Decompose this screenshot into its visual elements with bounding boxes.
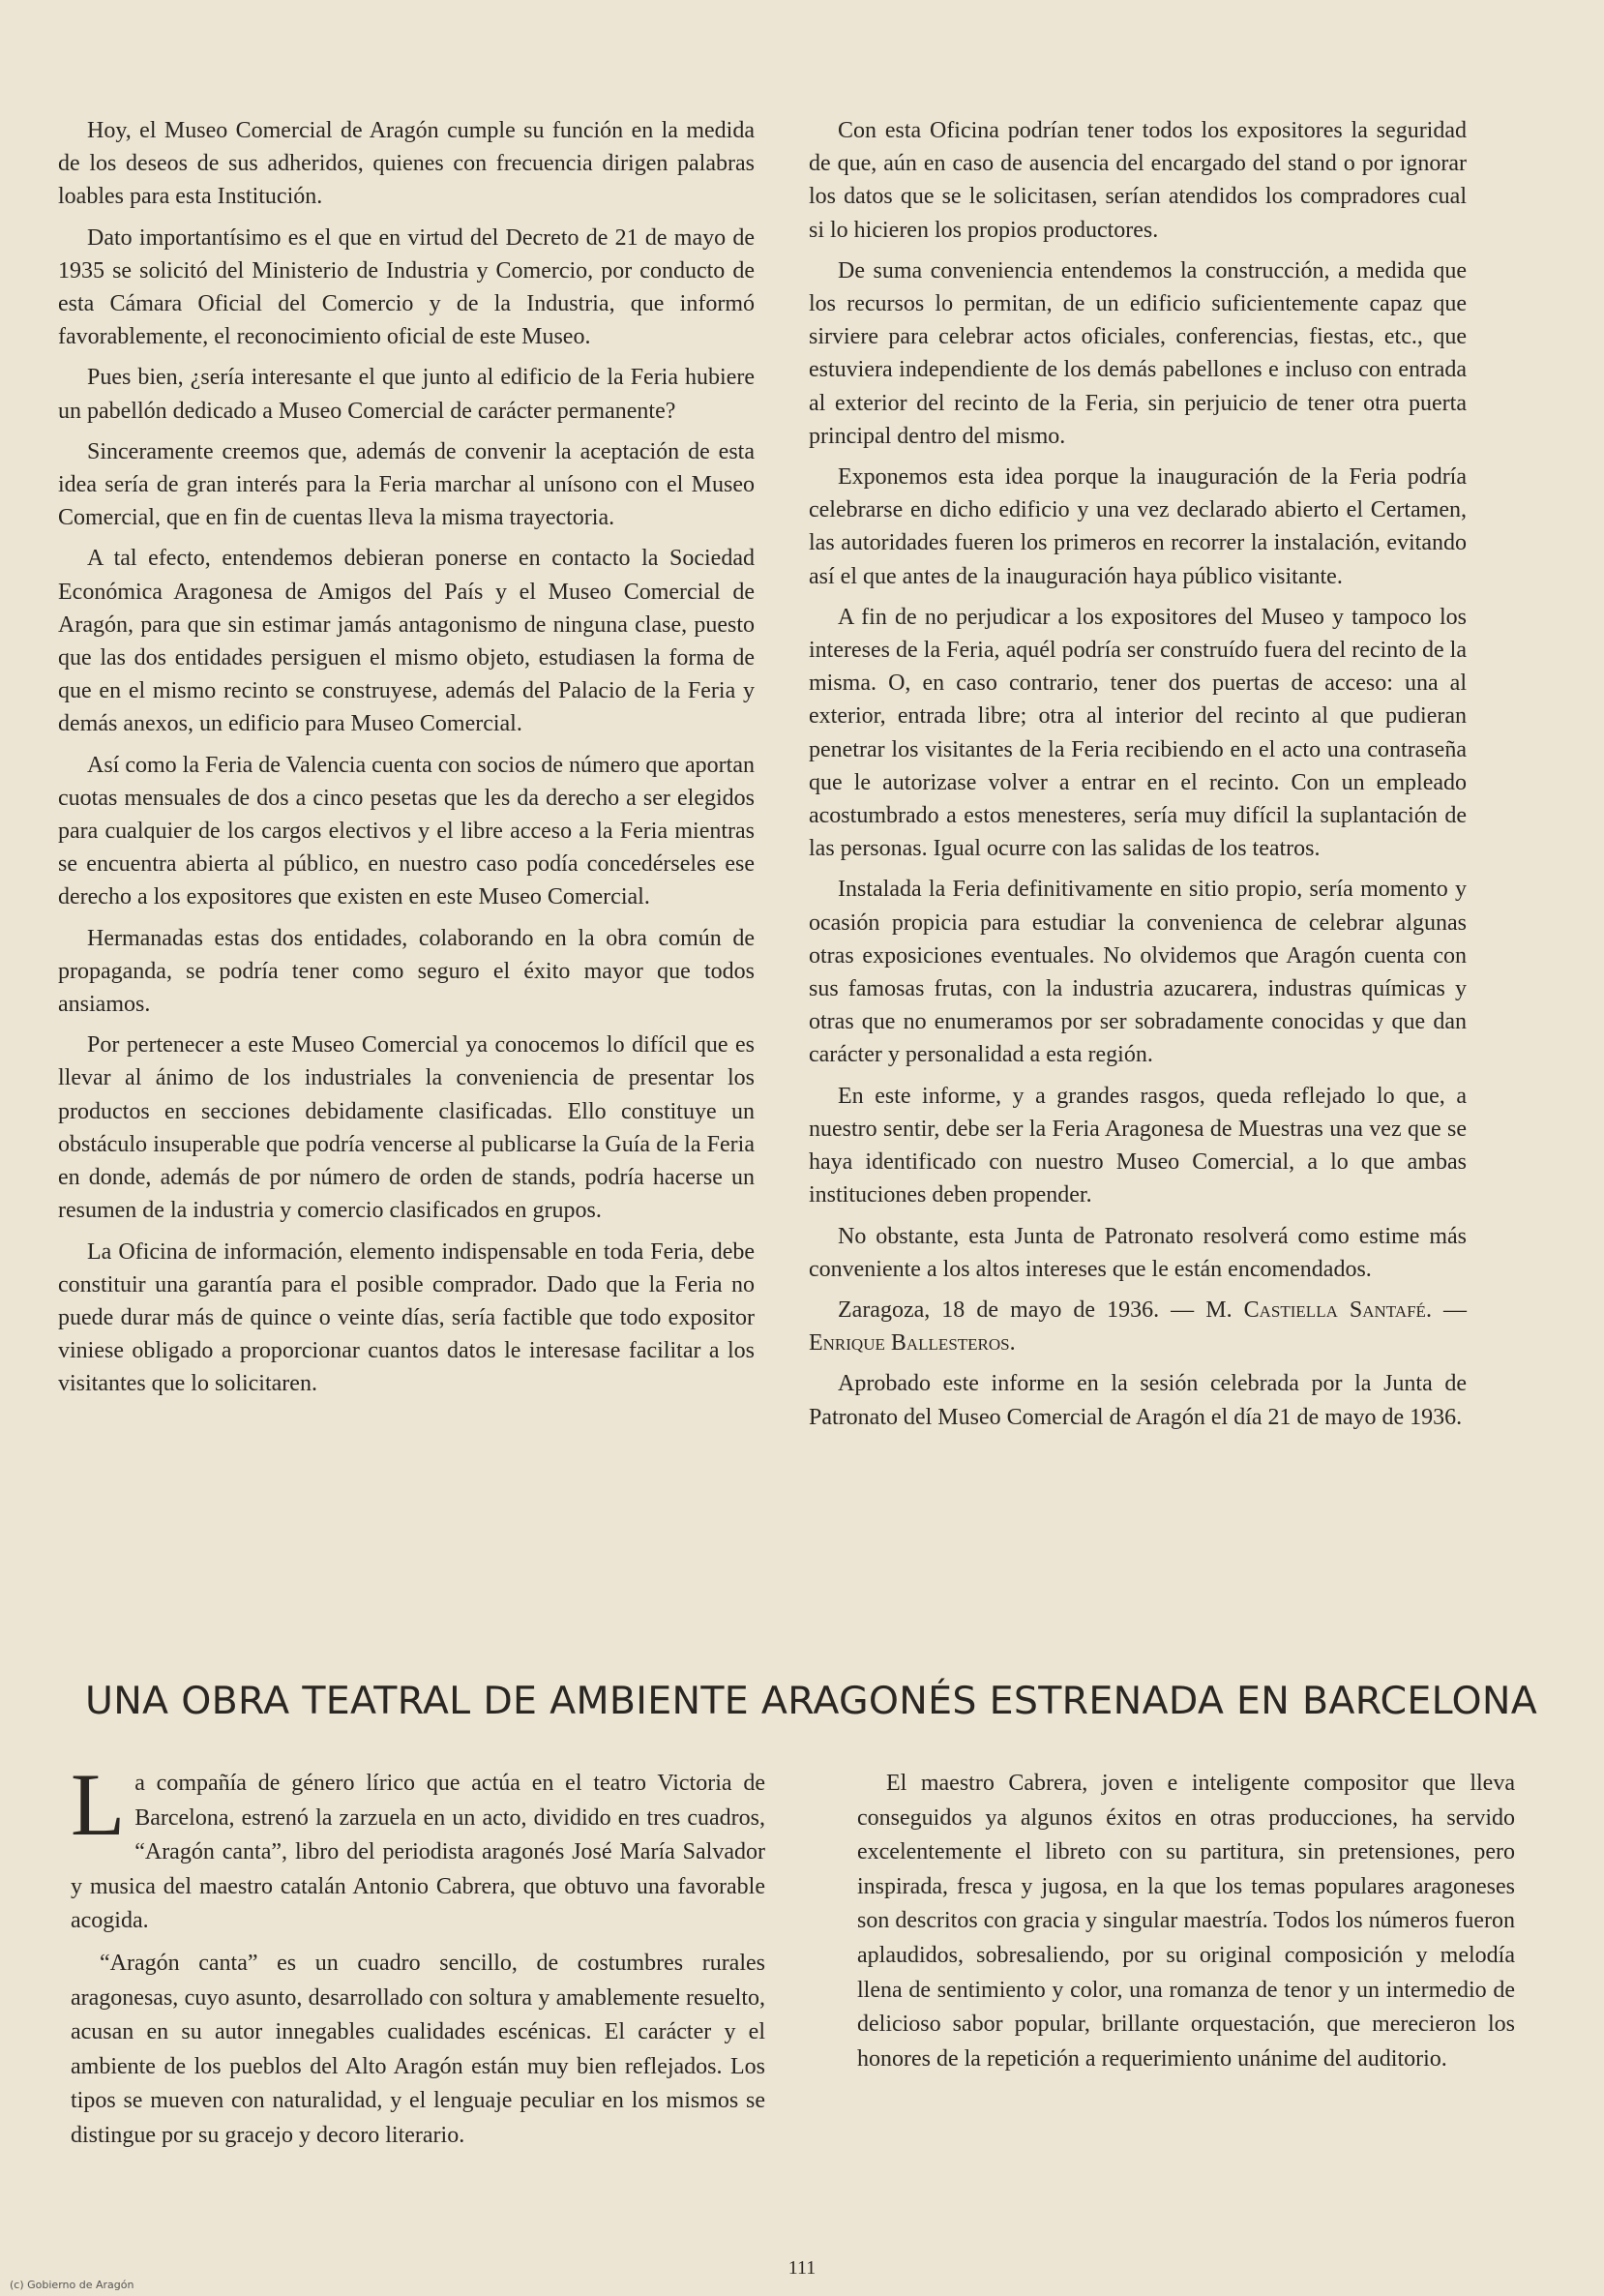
report-paragraph: No obstante, esta Junta de Patronato resolverá como estime más conveniente a los altos intereses que le están encomendados. bbox=[809, 1223, 1467, 1282]
report-paragraph: Con esta Oficina podrían tener todos los expositores la seguridad de que, aún en caso de ausencia del encargado del stand o por ignorar los datos que se le solicitasen, serían atendidos los compradores cual si lo hicieren los propios productores. bbox=[809, 118, 1467, 243]
report-paragraph: A fin de no perjudicar a los expositores del Museo y tampoco los intereses de la Feria, aquél podría ser construído fuera del recinto de la misma. O, en caso contrario, tener dos puertas de acceso: una al exterior, entrada libre; otra al interior del recinto al que pudieran penetrar los visitantes de la Feria recibiendo en el acto una contraseña que le autorizase volver a entrar en el recinto. Con un empleado acostumbrado a estos menesteres, sería muy difícil la suplantación de las personas. Igual ocurre con las salidas de los teatros. bbox=[809, 604, 1467, 862]
signature-name-ballesteros: Enrique Ballesteros. bbox=[809, 1330, 1016, 1357]
article-headline: UNA OBRA TEATRAL DE AMBIENTE ARAGONÉS ESTRENADA EN BARCELONA bbox=[85, 1679, 1538, 1723]
report-paragraph: Exponemos esta idea porque la inauguración de la Feria podría celebrarse en dicho edificio y una vez declarado abierto el Certamen, las autoridades fueren los primeros en recorrer la instalación, evitando así el que antes de la inauguración haya público visitante. bbox=[809, 464, 1467, 589]
report-paragraph: Dato importantísimo es el que en virtud del Decreto de 21 de mayo de 1935 se solicitó del Ministerio de Industria y Comercio, por conducto de esta Cámara Oficial del Comercio y de la Industria, que informó favorablemente, el reconocimiento oficial de este Museo. bbox=[58, 224, 755, 350]
report-paragraph: La Oficina de información, elemento indispensable en toda Feria, debe constituir una garantía para el posible comprador. Dado que la Feria no puede durar más de quince o veinte días, sería factible que todo expositor viniese obligado a proporcionar cuantos datos le interesase facilitar a los visitantes que lo solicitaren. bbox=[58, 1238, 755, 1397]
report-paragraph: Hoy, el Museo Comercial de Aragón cumple su función en la medida de los deseos de sus adheridos, quienes con frecuencia dirigen palabras loables para esta Institución. bbox=[58, 118, 755, 210]
signature-place-date: Zaragoza, 18 de mayo de 1936. — bbox=[838, 1297, 1195, 1323]
report-signature bbox=[809, 1294, 1467, 1359]
signature-name-castiella: M. Castiella Santafé. bbox=[1205, 1297, 1432, 1323]
report-paragraph: Así como la Feria de Valencia cuenta con socios de número que aportan cuotas mensuales de dos a cinco pesetas que les da derecho a ser elegidos para cualquier de los cargos electivos y el libre acceso a la Feria mientras se encuentra abierta al público, en nuestro caso podía concedérseles ese derecho a los expositores que existen en este Museo Comercial. bbox=[58, 752, 755, 910]
article-first-paragraph-text: a compañía de género lírico que actúa en el teatro Victoria de Barcelona, estrenó la zarzuela en un acto, dividido en tres cuadros, “Aragón canta”, libro del periodista aragonés José María Salvador y musica del maestro catalán Antonio Cabrera, que obtuvo una favorable acogida. bbox=[71, 1771, 765, 1934]
article-paragraph: “Aragón canta” es un cuadro sencillo, de costumbres rurales aragonesas, cuyo asunto, desarrollado con soltura y amablemente resuelto, acusan en su autor innegables cualidades escénicas. El carácter y el ambiente de los pueblos del Alto Aragón están muy bien reflejados. Los tipos se mueven con naturalidad, y el lenguaje peculiar en los mismos se distingue por su gracejo y decoro literario. bbox=[71, 1950, 765, 2148]
report-paragraph: A tal efecto, entendemos debieran ponerse en contacto la Sociedad Económica Aragonesa de Amigos del País y el Museo Comercial de Aragón, para que sin estimar jamás antagonismo de ninguna clase, puesto que las dos entidades persiguen el mismo objeto, estudiasen la forma de que en el mismo recinto se construyese, además del Palacio de la Feria y demás anexos, un edificio para Museo Comercial. bbox=[58, 546, 755, 737]
article-paragraph: El maestro Cabrera, joven e inteligente compositor que lleva conseguidos ya algunos éxitos en otras producciones, ha servido excelentemente el libreto con su partitura, sin pretensiones, pero inspirada, fresca y jugosa, en la que los temas populares aragoneses son descritos con gracia y singular maestría. Todos los números fueron aplaudidos, sobresaliendo, por su original composición y melodía llena de sentimiento y color, una romanza de tenor y un intermedio de delicioso sabor popular, brillante orquestación, que merecieron los honores de la repetición a requerimiento unánime del auditorio. bbox=[857, 1771, 1515, 2072]
report-paragraph: De suma conveniencia entendemos la construcción, a medida que los recursos lo permitan, de un edificio suficientemente capaz que sirviere para celebrar actos oficiales, conferencias, fiestas, etc., que estuviera independiente de los demás pabellones e incluso con entrada al exterior del recinto de la Feria, sin perjuicio de tener otra puerta principal dentro del mismo. bbox=[809, 257, 1467, 449]
article-left-column bbox=[71, 1755, 765, 2162]
report-paragraph: Sinceramente creemos que, además de convenir la aceptación de esta idea sería de gran interés para la Feria marchar al unísono con el Museo Comercial, que en fin de cuentas lleva la misma trayectoria. bbox=[58, 438, 755, 531]
report-paragraph: Por pertenecer a este Museo Comercial ya conocemos lo difícil que es llevar al ánimo de los industriales la conveniencia de presentar los productos en secciones debidamente clasificadas. Ello constituye un obstáculo insuperable que podría vencerse al publicarse la Guía de la Feria en donde, además de por número de orden de stands, podría hacerse un resumen de la industria y comercio clasificados en grupos. bbox=[58, 1032, 755, 1224]
report-paragraph: Hermanadas estas dos entidades, colaborando en la obra común de propaganda, se podría tener como seguro el éxito mayor que todos ansiamos. bbox=[58, 925, 755, 1018]
copyright-credit: (c) Gobierno de Aragón bbox=[10, 2279, 134, 2291]
report-approval: Aprobado este informe en la sesión celebrada por la Junta de Patronato del Museo Comercial de Aragón el día 21 de mayo de 1936. bbox=[809, 1371, 1467, 1430]
signature-separator: — bbox=[1443, 1297, 1468, 1323]
report-paragraph: En este informe, y a grandes rasgos, queda reflejado lo que, a nuestro sentir, debe ser la Feria Aragonesa de Muestras una vez que se haya identificado con nuestro Museo Comercial, a lo que ambas instituciones deben propender. bbox=[809, 1083, 1467, 1208]
drop-cap: L bbox=[71, 1755, 126, 1854]
report-paragraph: Pues bien, ¿sería interesante el que junto al edificio de la Feria hubiere un pabellón dedicado a Museo Comercial de carácter permanente? bbox=[58, 365, 755, 424]
article-right-column bbox=[857, 1767, 1515, 2084]
report-left-column bbox=[58, 114, 755, 1409]
page-number: 111 bbox=[787, 2257, 817, 2279]
article-first-paragraph bbox=[71, 1755, 765, 1939]
report-right-column bbox=[809, 114, 1467, 1442]
report-paragraph: Instalada la Feria definitivamente en sitio propio, sería momento y ocasión propicia para estudiar la convenienca de celebrar algunas otras exposiciones eventuales. No olvidemos que Aragón cuenta con sus famosas frutas, con la industria azucarera, industras químicas y otras que no enumeramos por ser sobradamente conocidas y que dan carácter y personalidad a esta región. bbox=[809, 877, 1467, 1068]
